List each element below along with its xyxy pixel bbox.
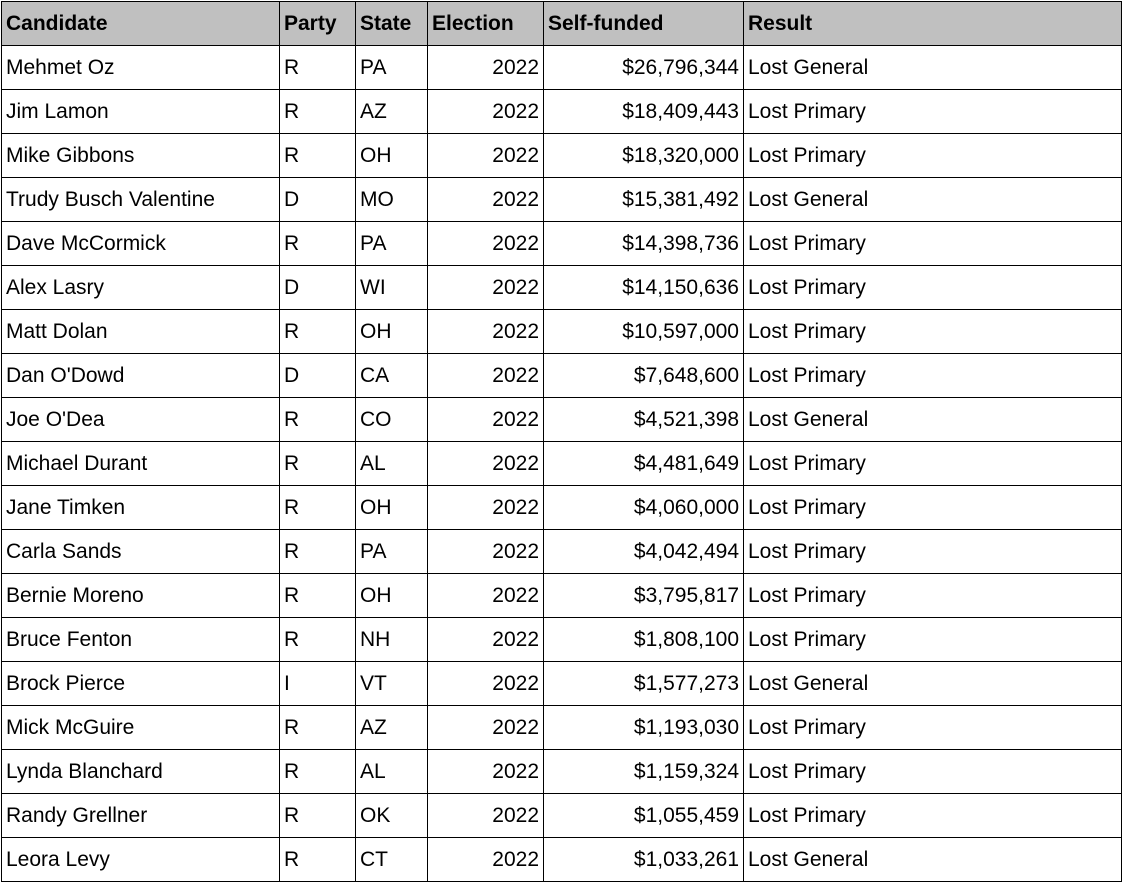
cell-election: 2022 bbox=[428, 90, 544, 134]
table-row bbox=[2, 310, 1122, 354]
cell-result: Lost Primary bbox=[744, 530, 1122, 574]
header-election: Election bbox=[428, 2, 544, 46]
cell-result: Lost Primary bbox=[744, 750, 1122, 794]
cell-party: R bbox=[280, 134, 356, 178]
cell-state: CO bbox=[356, 398, 428, 442]
cell-self-funded: $1,193,030 bbox=[544, 706, 744, 750]
table-row bbox=[2, 134, 1122, 178]
cell-state: NH bbox=[356, 618, 428, 662]
cell-self-funded: $4,481,649 bbox=[544, 442, 744, 486]
cell-candidate: Bernie Moreno bbox=[2, 574, 280, 618]
cell-party: R bbox=[280, 442, 356, 486]
cell-party: I bbox=[280, 662, 356, 706]
cell-election: 2022 bbox=[428, 838, 544, 882]
cell-party: R bbox=[280, 618, 356, 662]
cell-party: D bbox=[280, 266, 356, 310]
cell-candidate: Randy Grellner bbox=[2, 794, 280, 838]
cell-election: 2022 bbox=[428, 486, 544, 530]
cell-self-funded: $1,808,100 bbox=[544, 618, 744, 662]
cell-election: 2022 bbox=[428, 134, 544, 178]
cell-election: 2022 bbox=[428, 266, 544, 310]
cell-result: Lost General bbox=[744, 662, 1122, 706]
cell-candidate: Dave McCormick bbox=[2, 222, 280, 266]
header-self-funded: Self-funded bbox=[544, 2, 744, 46]
cell-election: 2022 bbox=[428, 574, 544, 618]
cell-state: AL bbox=[356, 442, 428, 486]
cell-result: Lost Primary bbox=[744, 574, 1122, 618]
cell-candidate: Alex Lasry bbox=[2, 266, 280, 310]
cell-result: Lost General bbox=[744, 398, 1122, 442]
cell-self-funded: $14,150,636 bbox=[544, 266, 744, 310]
cell-party: R bbox=[280, 794, 356, 838]
cell-result: Lost Primary bbox=[744, 706, 1122, 750]
cell-candidate: Trudy Busch Valentine bbox=[2, 178, 280, 222]
cell-state: OH bbox=[356, 134, 428, 178]
cell-self-funded: $3,795,817 bbox=[544, 574, 744, 618]
cell-self-funded: $7,648,600 bbox=[544, 354, 744, 398]
cell-result: Lost Primary bbox=[744, 618, 1122, 662]
cell-party: R bbox=[280, 486, 356, 530]
cell-state: CA bbox=[356, 354, 428, 398]
cell-party: R bbox=[280, 750, 356, 794]
cell-party: R bbox=[280, 574, 356, 618]
cell-election: 2022 bbox=[428, 442, 544, 486]
cell-election: 2022 bbox=[428, 750, 544, 794]
cell-election: 2022 bbox=[428, 618, 544, 662]
self-funded-candidates-table bbox=[1, 1, 1122, 882]
cell-state: MO bbox=[356, 178, 428, 222]
cell-candidate: Mike Gibbons bbox=[2, 134, 280, 178]
table-row bbox=[2, 398, 1122, 442]
cell-party: R bbox=[280, 46, 356, 90]
table-row bbox=[2, 618, 1122, 662]
cell-self-funded: $4,521,398 bbox=[544, 398, 744, 442]
cell-election: 2022 bbox=[428, 398, 544, 442]
cell-state: OH bbox=[356, 574, 428, 618]
cell-candidate: Michael Durant bbox=[2, 442, 280, 486]
cell-election: 2022 bbox=[428, 706, 544, 750]
cell-candidate: Jane Timken bbox=[2, 486, 280, 530]
cell-party: D bbox=[280, 178, 356, 222]
cell-result: Lost Primary bbox=[744, 90, 1122, 134]
cell-election: 2022 bbox=[428, 46, 544, 90]
cell-state: AL bbox=[356, 750, 428, 794]
cell-self-funded: $4,060,000 bbox=[544, 486, 744, 530]
table-row bbox=[2, 706, 1122, 750]
table-body bbox=[2, 46, 1122, 882]
cell-candidate: Lynda Blanchard bbox=[2, 750, 280, 794]
cell-party: R bbox=[280, 90, 356, 134]
cell-party: R bbox=[280, 838, 356, 882]
cell-election: 2022 bbox=[428, 662, 544, 706]
cell-state: AZ bbox=[356, 706, 428, 750]
cell-state: AZ bbox=[356, 90, 428, 134]
header-candidate: Candidate bbox=[2, 2, 280, 46]
cell-state: WI bbox=[356, 266, 428, 310]
cell-self-funded: $1,033,261 bbox=[544, 838, 744, 882]
cell-election: 2022 bbox=[428, 794, 544, 838]
cell-candidate: Carla Sands bbox=[2, 530, 280, 574]
cell-result: Lost Primary bbox=[744, 354, 1122, 398]
cell-candidate: Mehmet Oz bbox=[2, 46, 280, 90]
table-row bbox=[2, 222, 1122, 266]
cell-result: Lost General bbox=[744, 838, 1122, 882]
cell-self-funded: $1,159,324 bbox=[544, 750, 744, 794]
cell-state: PA bbox=[356, 222, 428, 266]
table-row bbox=[2, 662, 1122, 706]
table-row bbox=[2, 838, 1122, 882]
cell-state: PA bbox=[356, 530, 428, 574]
cell-self-funded: $14,398,736 bbox=[544, 222, 744, 266]
table-row bbox=[2, 90, 1122, 134]
cell-election: 2022 bbox=[428, 222, 544, 266]
cell-candidate: Bruce Fenton bbox=[2, 618, 280, 662]
cell-party: R bbox=[280, 398, 356, 442]
header-row bbox=[2, 2, 1122, 46]
cell-result: Lost Primary bbox=[744, 486, 1122, 530]
cell-state: OK bbox=[356, 794, 428, 838]
cell-candidate: Mick McGuire bbox=[2, 706, 280, 750]
cell-result: Lost Primary bbox=[744, 310, 1122, 354]
cell-party: R bbox=[280, 706, 356, 750]
cell-party: D bbox=[280, 354, 356, 398]
cell-election: 2022 bbox=[428, 310, 544, 354]
header-result: Result bbox=[744, 2, 1122, 46]
cell-self-funded: $10,597,000 bbox=[544, 310, 744, 354]
cell-state: CT bbox=[356, 838, 428, 882]
cell-state: PA bbox=[356, 46, 428, 90]
table-row bbox=[2, 46, 1122, 90]
cell-result: Lost General bbox=[744, 178, 1122, 222]
table-row bbox=[2, 442, 1122, 486]
table-row bbox=[2, 486, 1122, 530]
table-row bbox=[2, 794, 1122, 838]
cell-candidate: Matt Dolan bbox=[2, 310, 280, 354]
table-row bbox=[2, 178, 1122, 222]
table-row bbox=[2, 574, 1122, 618]
table-row bbox=[2, 750, 1122, 794]
cell-self-funded: $18,409,443 bbox=[544, 90, 744, 134]
cell-self-funded: $15,381,492 bbox=[544, 178, 744, 222]
cell-candidate: Dan O'Dowd bbox=[2, 354, 280, 398]
cell-party: R bbox=[280, 310, 356, 354]
cell-result: Lost Primary bbox=[744, 134, 1122, 178]
cell-party: R bbox=[280, 530, 356, 574]
cell-self-funded: $26,796,344 bbox=[544, 46, 744, 90]
header-party: Party bbox=[280, 2, 356, 46]
cell-self-funded: $1,577,273 bbox=[544, 662, 744, 706]
cell-candidate: Jim Lamon bbox=[2, 90, 280, 134]
cell-candidate: Brock Pierce bbox=[2, 662, 280, 706]
cell-candidate: Leora Levy bbox=[2, 838, 280, 882]
cell-result: Lost General bbox=[744, 46, 1122, 90]
header-state: State bbox=[356, 2, 428, 46]
cell-result: Lost Primary bbox=[744, 266, 1122, 310]
cell-self-funded: $18,320,000 bbox=[544, 134, 744, 178]
table-row bbox=[2, 530, 1122, 574]
cell-election: 2022 bbox=[428, 354, 544, 398]
cell-result: Lost Primary bbox=[744, 222, 1122, 266]
cell-state: VT bbox=[356, 662, 428, 706]
table-row bbox=[2, 354, 1122, 398]
table-header bbox=[2, 2, 1122, 46]
cell-result: Lost Primary bbox=[744, 442, 1122, 486]
cell-state: OH bbox=[356, 486, 428, 530]
cell-candidate: Joe O'Dea bbox=[2, 398, 280, 442]
cell-state: OH bbox=[356, 310, 428, 354]
cell-result: Lost Primary bbox=[744, 794, 1122, 838]
cell-self-funded: $1,055,459 bbox=[544, 794, 744, 838]
cell-election: 2022 bbox=[428, 530, 544, 574]
table-row bbox=[2, 266, 1122, 310]
cell-self-funded: $4,042,494 bbox=[544, 530, 744, 574]
cell-election: 2022 bbox=[428, 178, 544, 222]
cell-party: R bbox=[280, 222, 356, 266]
